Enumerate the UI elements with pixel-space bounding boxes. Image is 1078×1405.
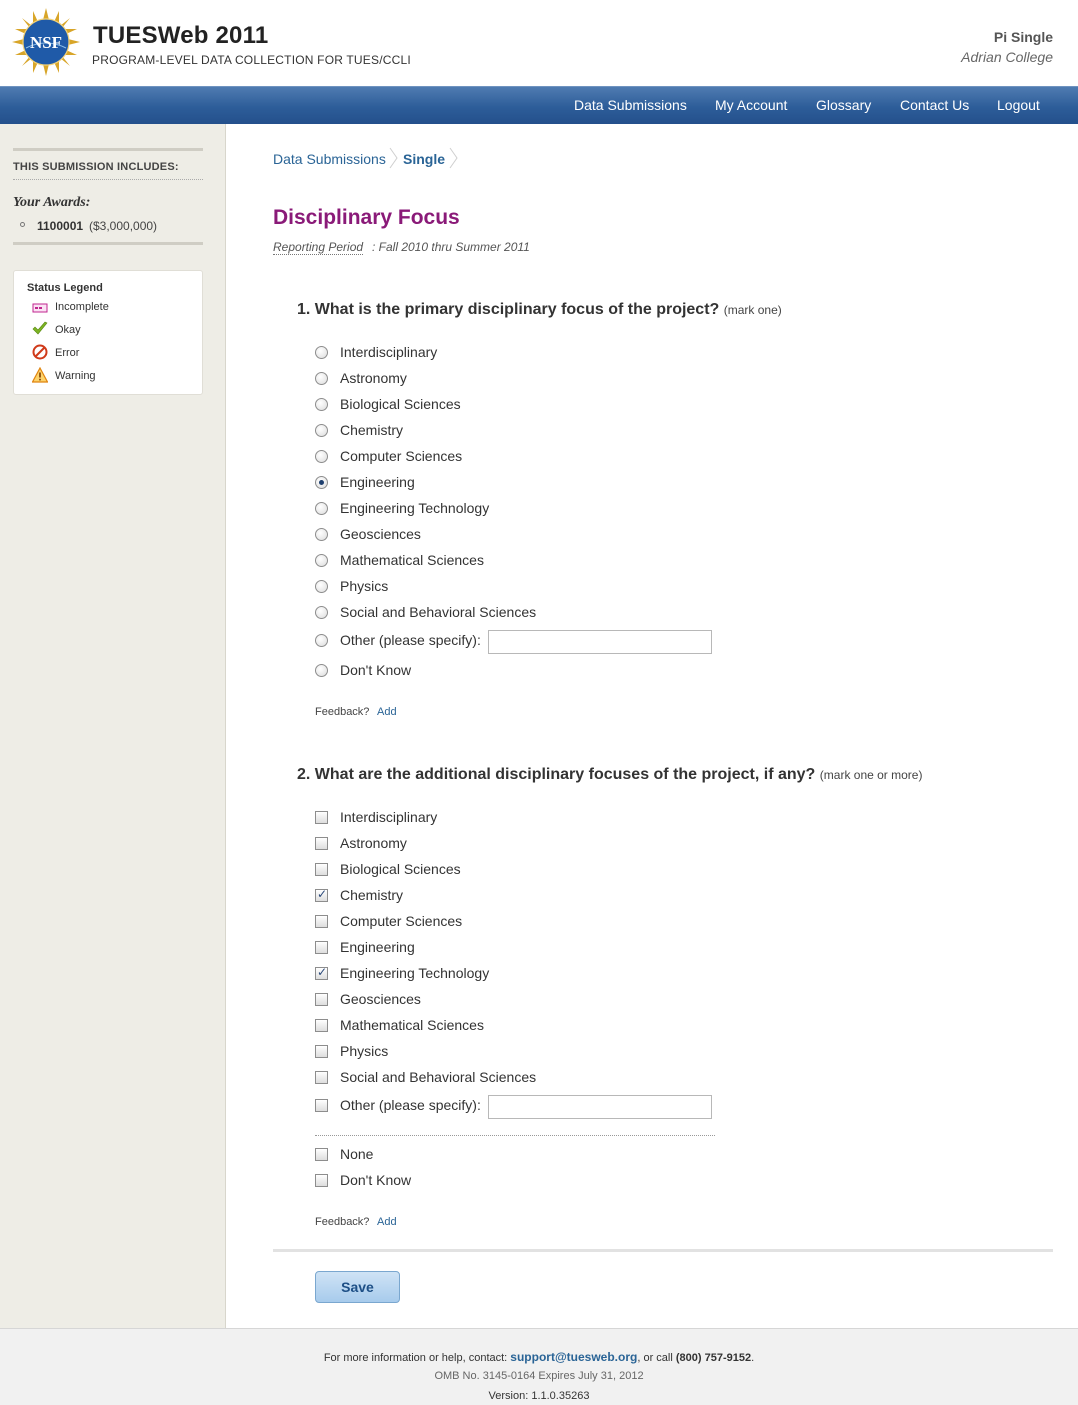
- option-label: Biological Sciences: [340, 861, 461, 877]
- radio-button[interactable]: [315, 450, 328, 463]
- footer-contact-mid: , or call: [637, 1352, 676, 1364]
- radio-button[interactable]: [315, 634, 328, 647]
- option-label: Engineering Technology: [340, 965, 490, 981]
- q1-option-astronomy[interactable]: [315, 369, 735, 389]
- q2-option-none[interactable]: [315, 1145, 735, 1165]
- question-1-text: 1. What is the primary disciplinary focus of the project?: [297, 301, 720, 318]
- checkbox[interactable]: [315, 1174, 328, 1187]
- q2-option-biological-sciences[interactable]: [315, 860, 735, 880]
- feedback-add-link[interactable]: Add: [377, 706, 397, 718]
- q1-option-physics[interactable]: [315, 577, 735, 597]
- support-email-link[interactable]: support@tuesweb.org: [510, 1350, 638, 1364]
- option-label: Astronomy: [340, 370, 407, 386]
- user-organization: Adrian College: [961, 49, 1053, 65]
- question-2-note: (mark one or more): [819, 768, 923, 782]
- q2-option-astronomy[interactable]: [315, 834, 735, 854]
- checkbox[interactable]: [315, 941, 328, 954]
- warning-icon: [32, 367, 48, 383]
- checkbox[interactable]: [315, 1045, 328, 1058]
- q1-option-geosciences[interactable]: [315, 525, 735, 545]
- app-title: TUESWeb 2011: [93, 22, 269, 49]
- form-divider: [273, 1249, 1053, 1252]
- error-icon: [32, 344, 48, 360]
- option-label: Don't Know: [340, 1172, 412, 1188]
- radio-button[interactable]: [315, 606, 328, 619]
- version-info: Version: 1.1.0.35263: [488, 1390, 590, 1402]
- footer-contact-prefix: For more information or help, contact:: [323, 1352, 511, 1364]
- incomplete-icon: [32, 300, 48, 316]
- q1-option-computer-sciences[interactable]: [315, 447, 735, 467]
- page-title: Disciplinary Focus: [273, 206, 460, 229]
- checkbox[interactable]: [315, 863, 328, 876]
- radio-button[interactable]: [315, 372, 328, 385]
- q2-option-other[interactable]: [315, 1096, 495, 1116]
- legend-label-okay: Okay: [55, 324, 81, 336]
- nav-contact-us[interactable]: Contact Us: [900, 97, 970, 113]
- chevron-right-icon: [449, 147, 459, 169]
- option-label: Computer Sciences: [340, 913, 463, 929]
- main-nav: [0, 86, 1078, 124]
- q2-other-specify-input[interactable]: [488, 1095, 712, 1119]
- feedback-label: Feedback?: [315, 706, 370, 718]
- checkbox-checked[interactable]: [315, 889, 328, 902]
- footer-contact-suffix: .: [751, 1352, 755, 1364]
- check-icon: [32, 321, 48, 337]
- option-label: Engineering: [340, 474, 415, 490]
- checkbox[interactable]: [315, 1071, 328, 1084]
- checkbox[interactable]: [315, 1148, 328, 1161]
- option-label: Social and Behavioral Sciences: [340, 1069, 537, 1085]
- option-label: Other (please specify):: [340, 632, 481, 648]
- checkbox-checked[interactable]: [315, 967, 328, 980]
- checkbox[interactable]: [315, 1099, 328, 1112]
- q1-option-dont-know[interactable]: [315, 661, 735, 681]
- q2-option-interdisciplinary[interactable]: [315, 808, 735, 828]
- sidebar-divider: [13, 242, 203, 245]
- option-label: Physics: [340, 578, 389, 594]
- option-label: Social and Behavioral Sciences: [340, 604, 537, 620]
- sidebar: [0, 124, 226, 1328]
- q2-option-engineering[interactable]: [315, 938, 735, 958]
- q2-option-dont-know[interactable]: [315, 1171, 735, 1191]
- option-label: Chemistry: [340, 422, 404, 438]
- option-label: Geosciences: [340, 526, 421, 542]
- checkbox[interactable]: [315, 1019, 328, 1032]
- legend-label-warning: Warning: [55, 370, 96, 382]
- option-label: Interdisciplinary: [340, 344, 438, 360]
- breadcrumb-single: Single: [403, 151, 446, 167]
- option-label: Astronomy: [340, 835, 407, 851]
- q2-option-mathematical-sciences[interactable]: [315, 1016, 735, 1036]
- q2-option-engineering-technology[interactable]: [315, 964, 735, 984]
- omb-notice: OMB No. 3145-0164 Expires July 31, 2012: [434, 1370, 644, 1382]
- svg-text:NSF: NSF: [29, 33, 63, 52]
- q1-other-specify-input[interactable]: [488, 630, 712, 654]
- radio-button[interactable]: [315, 398, 328, 411]
- nav-logout[interactable]: Logout: [997, 97, 1040, 113]
- status-legend-title: Status Legend: [27, 282, 103, 294]
- nav-data-submissions[interactable]: Data Submissions: [574, 97, 687, 113]
- radio-button[interactable]: [315, 346, 328, 359]
- awards-heading: Your Awards:: [13, 195, 91, 210]
- option-label: Biological Sciences: [340, 396, 461, 412]
- q1-option-engineering[interactable]: [315, 473, 735, 493]
- radio-button[interactable]: [315, 580, 328, 593]
- q1-option-interdisciplinary[interactable]: [315, 343, 735, 363]
- nav-glossary[interactable]: Glossary: [816, 97, 872, 113]
- q2-option-physics[interactable]: [315, 1042, 735, 1062]
- radio-button[interactable]: [315, 528, 328, 541]
- legend-label-incomplete: Incomplete: [55, 301, 109, 313]
- checkbox[interactable]: [315, 811, 328, 824]
- sidebar-divider: [13, 148, 203, 151]
- option-label: Mathematical Sciences: [340, 552, 484, 568]
- option-label: None: [340, 1146, 374, 1162]
- question-2: [297, 766, 922, 784]
- option-label: Geosciences: [340, 991, 421, 1007]
- q1-option-social-behavioral-sciences[interactable]: [315, 603, 735, 623]
- award-id[interactable]: 1100001: [37, 219, 84, 233]
- app-header: [0, 0, 1078, 86]
- reporting-period-label[interactable]: Reporting Period: [273, 240, 364, 254]
- radio-button[interactable]: [315, 424, 328, 437]
- save-button[interactable]: Save: [315, 1271, 400, 1303]
- award-amount: ($3,000,000): [89, 219, 158, 233]
- nav-my-account[interactable]: My Account: [715, 97, 788, 113]
- radio-button[interactable]: [315, 664, 328, 677]
- options-divider: [315, 1135, 715, 1136]
- breadcrumb-data-submissions[interactable]: Data Submissions: [273, 151, 386, 167]
- option-label: Engineering Technology: [340, 500, 490, 516]
- feedback-label: Feedback?: [315, 1216, 370, 1228]
- q1-option-engineering-technology[interactable]: [315, 499, 735, 519]
- q1-option-other[interactable]: [315, 631, 495, 651]
- nsf-logo: [12, 8, 80, 76]
- option-label: Chemistry: [340, 887, 404, 903]
- user-name: Pi Single: [993, 29, 1053, 45]
- q2-option-chemistry[interactable]: [315, 886, 735, 906]
- q2-option-social-behavioral-sciences[interactable]: [315, 1068, 735, 1088]
- support-phone: (800) 757-9152: [675, 1352, 752, 1364]
- app-subtitle: PROGRAM-LEVEL DATA COLLECTION FOR TUES/CCLI: [92, 53, 411, 67]
- option-label: Mathematical Sciences: [340, 1017, 484, 1033]
- question-2-text: 2. What are the additional disciplinary focuses of the project, if any?: [297, 766, 816, 783]
- chevron-right-icon: [389, 147, 399, 169]
- q1-option-mathematical-sciences[interactable]: [315, 551, 735, 571]
- checkbox[interactable]: [315, 915, 328, 928]
- radio-button-selected[interactable]: [315, 476, 328, 489]
- question-1-note: (mark one): [723, 303, 782, 317]
- status-legend: [13, 270, 203, 395]
- checkbox[interactable]: [315, 837, 328, 850]
- q2-option-computer-sciences[interactable]: [315, 912, 735, 932]
- option-label: Other (please specify):: [340, 1097, 481, 1113]
- option-label: Interdisciplinary: [340, 809, 438, 825]
- sidebar-dotted-divider: [13, 179, 203, 180]
- q1-option-chemistry[interactable]: [315, 421, 735, 441]
- radio-button[interactable]: [315, 502, 328, 515]
- q2-option-geosciences[interactable]: [315, 990, 735, 1010]
- option-label: Computer Sciences: [340, 448, 463, 464]
- option-label: Engineering: [340, 939, 415, 955]
- option-label: Physics: [340, 1043, 389, 1059]
- footer: [0, 1328, 1078, 1405]
- bullet-icon: [20, 222, 25, 227]
- footer-contact: [0, 1350, 1078, 1364]
- feedback-add-link[interactable]: Add: [377, 1216, 397, 1228]
- q1-option-biological-sciences[interactable]: [315, 395, 735, 415]
- reporting-period-value: : Fall 2010 thru Summer 2011: [372, 240, 530, 254]
- submission-includes-heading: THIS SUBMISSION INCLUDES:: [13, 161, 179, 173]
- option-label: Don't Know: [340, 662, 412, 678]
- checkbox[interactable]: [315, 993, 328, 1006]
- legend-label-error: Error: [55, 347, 80, 359]
- question-1: [297, 301, 782, 319]
- radio-button[interactable]: [315, 554, 328, 567]
